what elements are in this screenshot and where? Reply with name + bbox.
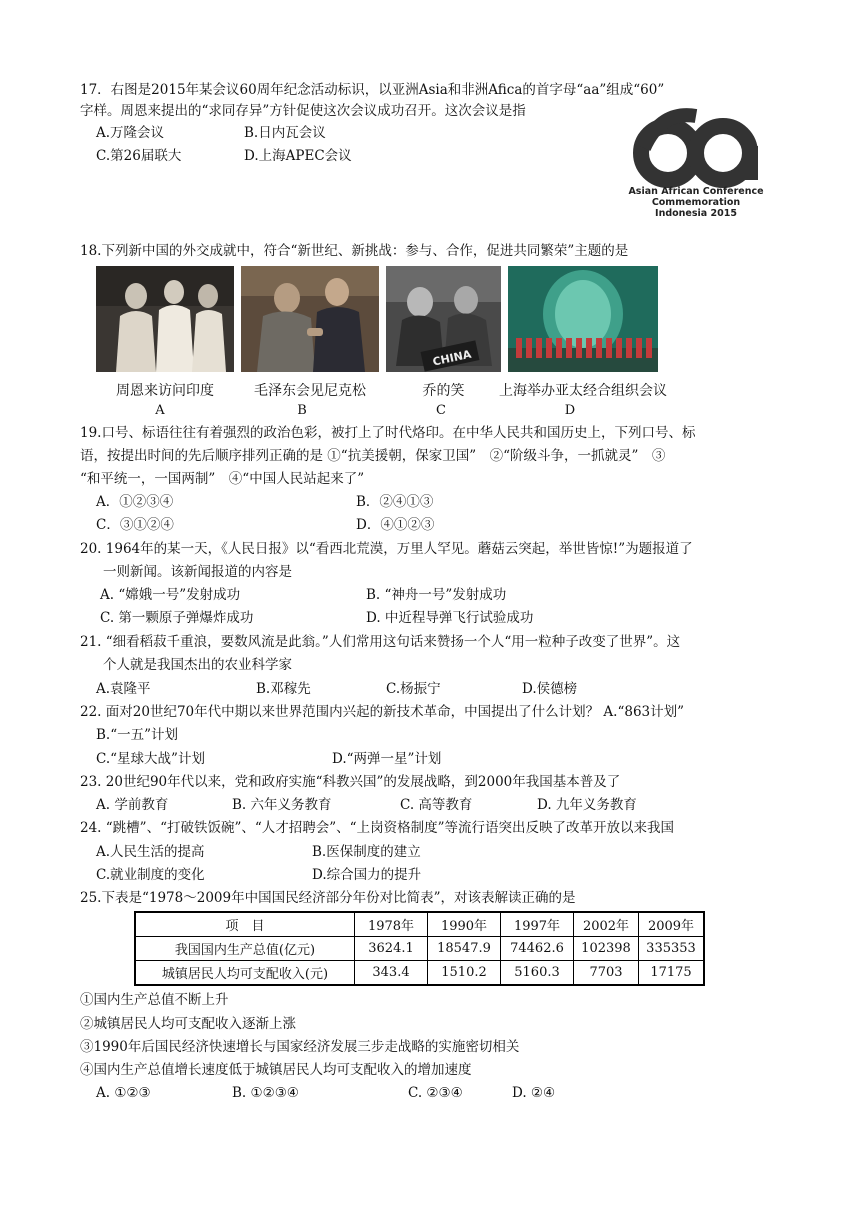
logo-text-line1: Asian African Conference [628,186,764,197]
q23-option-a: A. 学前教育 [96,797,169,813]
table-header-cell: 1990年 [428,912,501,937]
logo-text-line3: Indonesia 2015 [655,208,737,219]
table-cell: 102398 [574,937,639,961]
photo-caption-b: 毛泽东会见尼克松 [254,383,366,399]
table-header-row [135,912,704,937]
q19-option-c: C．③①②④ [96,517,174,533]
table-header-cell: 1997年 [501,912,574,937]
q22-stem: 22. 面对20世纪70年代中期以来世界范围内兴起的新技术革命，中国提出了什么计划？ A.“863计划” [80,704,685,720]
table-header-cell: 2002年 [574,912,639,937]
logo-60-icon [616,108,776,188]
q21-stem-line2: 个人就是我国杰出的农业科学家 [103,657,292,673]
photo-qiao-smile [386,266,501,372]
q19-option-b: B．②④①③ [356,494,434,510]
q24-option-b: B.医保制度的建立 [312,844,421,860]
conference-logo [616,108,776,223]
q17-option-c: C.第26届联大 [96,148,182,164]
q23-option-c: C. 高等教育 [400,797,473,813]
photo-letter-c: C [436,403,446,418]
q25-option-c: C. ②③④ [408,1085,463,1101]
table-cell: 335353 [639,937,705,961]
q17-option-b: B.日内瓦会议 [244,125,326,141]
q19-option-d: D．④①②③ [356,517,435,533]
table-cell: 3624.1 [355,937,428,961]
q24-stem: 24. “跳槽”、“打破铁饭碗”、“人才招聘会”、“上岗资格制度”等流行语突出反映了改革开放以来我国 [80,820,674,836]
photo-letter-a: A [155,403,165,418]
q20-stem-line1: 20. 1964年的某一天，《人民日报》以“看西北荒漠，万里人罕见。蘑菇云突起，举世皆惊!”为题报道了 [80,541,693,557]
q20-stem-line2: 一则新闻。该新闻报道的内容是 [103,564,292,580]
q25-statement-2: ②城镇居民人均可支配收入逐渐上涨 [80,1016,296,1032]
photo-letter-d: D [564,403,576,418]
q19-stem-line2: 语，按提出时间的先后顺序排列正确的是 ①“抗美援朝，保家卫国” ②“阶级斗争，一抓就灵” ③ [80,448,666,464]
photo-mao-nixon [241,266,379,372]
q25-option-d: D. ②④ [512,1085,556,1101]
q19-option-a: A．①②③④ [96,494,174,510]
q25-statement-3: ③1990年后国民经济快速增长与国家经济发展三步走战略的实施密切相关 [80,1039,520,1055]
q23-option-b: B. 六年义务教育 [232,797,332,813]
table-cell: 7703 [574,961,639,986]
q25-option-a: A. ①②③ [96,1085,151,1101]
table-cell: 我国国内生产总值(亿元) [135,937,355,961]
q17-option-a: A.万隆会议 [96,125,165,141]
economy-comparison-table [134,911,705,986]
table-header-cell: 项 目 [135,912,355,937]
table-header-cell: 1978年 [355,912,428,937]
q22-option-b: B.“一五”计划 [96,727,179,743]
q19-stem-line3: “和平统一，一国两制” ④“中国人民站起来了” [80,471,365,487]
table-header-cell: 2009年 [639,912,705,937]
q20-option-d: D. 中近程导弹飞行试验成功 [366,610,534,626]
q20-option-a: A. “嫦娥一号”发射成功 [100,587,241,603]
q21-stem-line1: 21. “细看稻菽千重浪，要数风流是此翁。”人们常用这句话来赞扬一个人“用一粒种子改变了世界”。这 [80,634,681,650]
q21-option-c: C.杨振宁 [386,681,441,697]
q24-option-c: C.就业制度的变化 [96,867,205,883]
q21-option-a: A.袁隆平 [96,681,151,697]
q22-option-d: D.“两弹一星”计划 [332,751,442,767]
q25-statement-4: ④国内生产总值增长速度低于城镇居民人均可支配收入的增加速度 [80,1062,472,1078]
q22-option-c: C.“星球大战”计划 [96,751,205,767]
table-cell: 5160.3 [501,961,574,986]
q17-stem-line1: 17．右图是2015年某会议60周年纪念活动标识，以亚洲Asia和非洲Afica的首字母“aa”组成“60” [80,82,665,98]
q24-option-d: D.综合国力的提升 [312,867,422,883]
table-cell: 17175 [639,961,705,986]
photo-china-sign: CHINA [431,347,473,369]
photo-caption-c: 乔的笑 [422,383,465,399]
q17-option-d: D.上海APEC会议 [244,148,352,164]
photo-letter-b: B [297,403,307,418]
q25-stem: 25.下表是“1978～2009年中国国民经济部分年份对比简表”，对该表解读正确的是 [80,890,576,906]
q18-stem: 18.下列新中国的外交成就中，符合“新世纪、新挑战：参与、合作，促进共同繁荣”主题的是 [80,243,629,259]
q17-stem-line2: 字样。周恩来提出的“求同存异”方针促使这次会议成功召开。这次会议是指 [80,103,526,119]
q23-option-d: D. 九年义务教育 [537,797,637,813]
photo-caption-d: 上海举办亚太经合组织会议 [499,383,667,399]
table-cell: 74462.6 [501,937,574,961]
logo-text-line2: Commemoration [651,197,741,208]
table-cell: 18547.9 [428,937,501,961]
table-cell: 城镇居民人均可支配收入(元) [135,961,355,986]
table-row [135,961,704,986]
q21-option-b: B.邓稼先 [256,681,311,697]
q20-option-c: C. 第一颗原子弹爆炸成功 [100,610,254,626]
table-cell: 1510.2 [428,961,501,986]
q20-option-b: B. “神舟一号”发射成功 [366,587,507,603]
q25-option-b: B. ①②③④ [232,1085,299,1101]
q23-stem: 23. 20世纪90年代以来，党和政府实施“科教兴国”的发展战略，到2000年我国基本普及了 [80,774,621,790]
q24-option-a: A.人民生活的提高 [96,844,205,860]
photo-shanghai-apec [508,266,658,372]
photo-caption-a: 周恩来访问印度 [116,383,214,399]
q21-option-d: D.侯德榜 [522,681,578,697]
q25-statement-1: ①国内生产总值不断上升 [80,992,229,1008]
table-cell: 343.4 [355,961,428,986]
q19-stem-line1: 19.口号、标语往往有着强烈的政治色彩，被打上了时代烙印。在中华人民共和国历史上，下列口号、标 [80,425,696,441]
table-row [135,937,704,961]
photo-zhou-enlai-india [96,266,234,372]
